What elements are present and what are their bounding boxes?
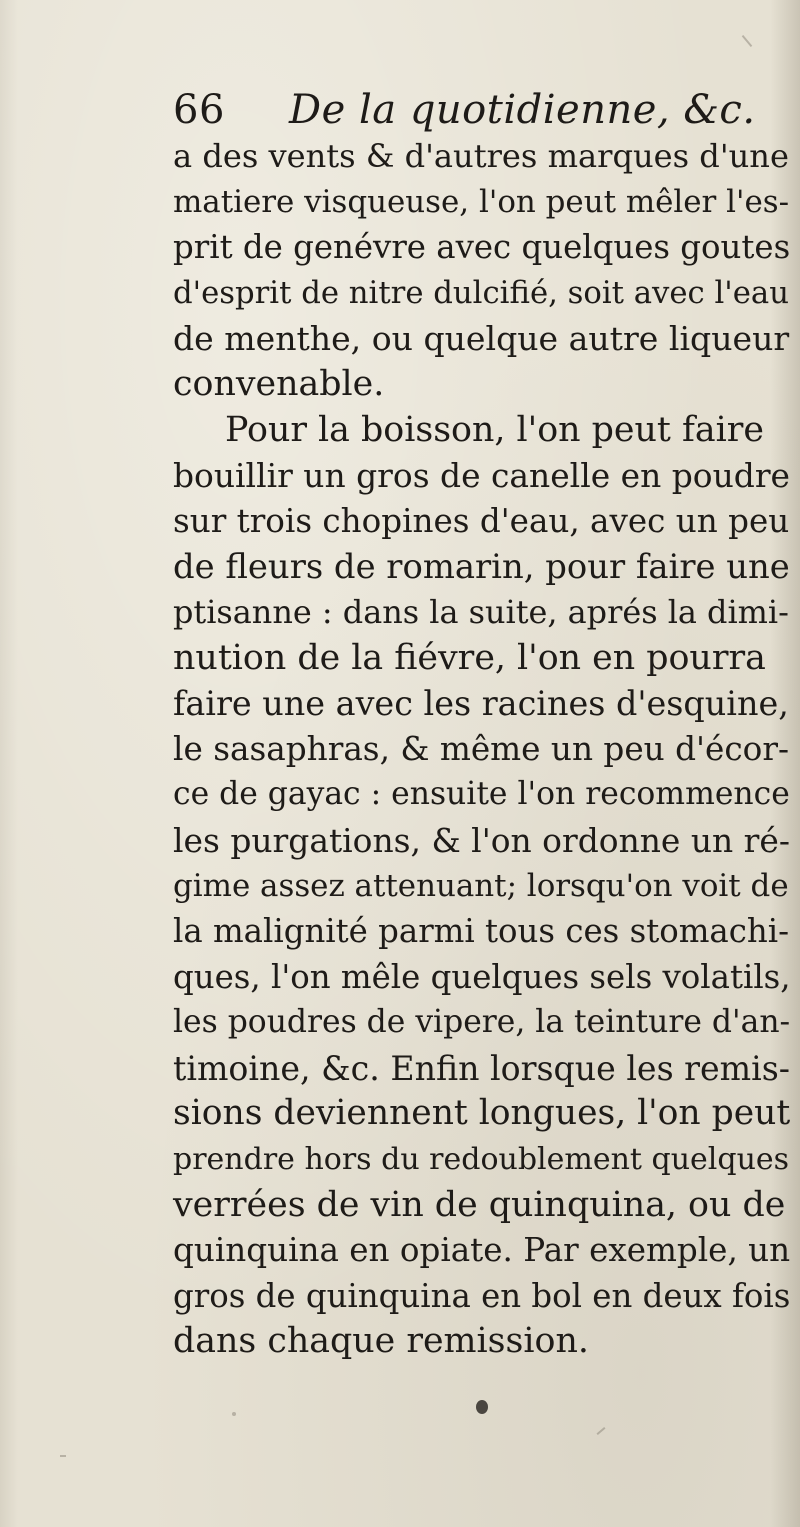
text-line: les poudres de vipere, la teinture d'an- [173,1004,791,1041]
text-line: matiere visqueuse, l'on peut mêler l'es- [173,183,790,220]
paper-spot [742,35,753,47]
paper-spot [60,1455,66,1457]
running-head [173,86,793,134]
text-line: de fleurs de romarin, pour faire une [173,547,790,587]
text-line: faire une avec les racines d'esquine, [173,684,789,724]
text-line: bouillir un gros de canelle en poudre [173,456,791,496]
text-line: prendre hors du redoublement quelques [173,1142,790,1178]
text-line: gros de quinquina en bol en deux fois [173,1276,791,1315]
text-line: sions deviennent longues, l'on peut [173,1093,791,1134]
printer-mark [476,1400,488,1414]
text-line: nution de la fiévre, l'on en pourra [173,637,766,678]
text-line: de menthe, ou quelque autre liqueur [173,319,790,359]
paper-spot [232,1412,236,1416]
text-line: ptisanne : dans la suite, aprés la dimi- [173,592,789,631]
text-line: les purgations, & l'on ordonne un ré- [173,820,790,860]
text-line: ques, l'on mêle quelques sels volatils, [173,957,791,996]
text-line: le sasaphras, & même un peu d'écor- [173,729,790,768]
text-line: convenable. [173,363,385,404]
paragraph-start-line: Pour la boisson, l'on peut faire [225,409,764,450]
text-line: la malignité parmi tous ces stomachi- [173,912,790,951]
text-line: ce de gayac : ensuite l'on recommence [173,776,790,813]
text-line: d'esprit de nitre dulcifié, soit avec l'eau [173,275,789,311]
text-line: verrées de vin de quinquina, ou de [173,1184,786,1225]
text-line: a des vents & d'autres marques d'une [173,137,789,175]
text-line: sur trois chopines d'eau, avec un peu [173,501,790,540]
paper-spot [597,1427,606,1435]
page-text [173,86,793,1365]
text-line: prit de genévre avec quelques goutes [173,228,791,267]
text-line: gime assez attenuant; lorsqu'on voit de [173,867,789,904]
text-line: quinquina en opiate. Par exemple, un [173,1231,791,1270]
text-line: timoine, &c. Enfin lorsque les remis- [173,1048,790,1088]
page-number: 66 [173,87,225,133]
running-title: De la quotidienne, &c. [289,87,756,133]
text-line: dans chaque remission. [173,1321,589,1362]
